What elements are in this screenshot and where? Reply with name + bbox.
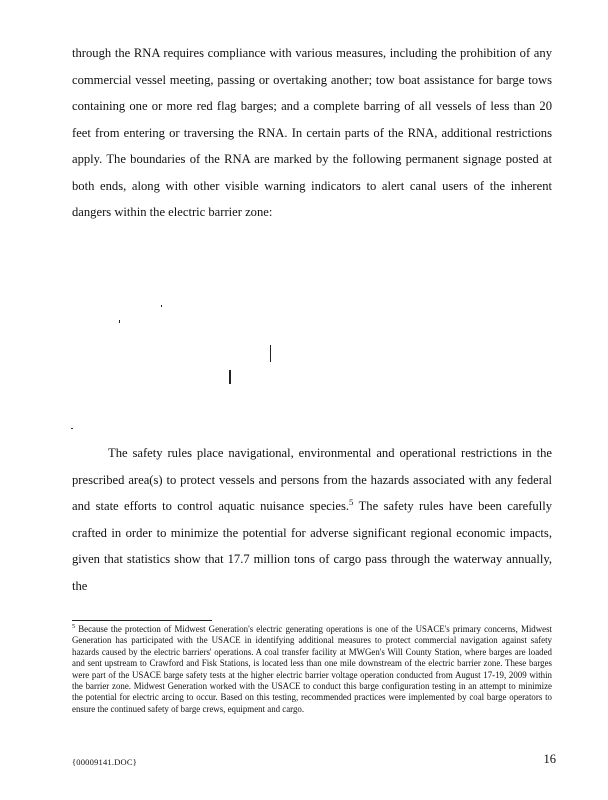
scan-mark <box>161 305 162 307</box>
footnote-reference: 5 <box>349 496 354 507</box>
paragraph-rna-measures: through the RNA requires compliance with various measures, including the prohibition of any commercial vessel meeting, passing or overtaking another; tow boat assistance for barge tows containing one or more red flag barges; and a complete barring of all vessels of less than 20 feet from entering or traversing the RNA. In certain parts of the RNA, additional restrictions apply. The boundaries of the RNA are marked by the following permanent signage posted at both ends, along with other visible warning indicators to alert canal users of the inherent dangers within the electric barrier zone: <box>72 46 552 219</box>
footnote-marker: 5 <box>72 623 76 631</box>
footnote-text: Because the protection of Midwest Generation's electric generating operations is one of the USACE's primary concerns, Midwest Generation has participated with the USACE in identifying additional measures to protect commercial navigation against safety hazards caused by the electric barriers' operations. A coal transfer facility at MWGen's Will County Station, where barges are loaded and sent upstream to Crawford and Fisk Stations, is located less than one mile downstream of the electric barrier zone. These barges were part of the USACE barge safety tests at the higher electric barrier voltage operation conducted from August 17-19, 2009 within the barrier zone. Midwest Generation worked with the USACE to conduct this barge configuration testing in an attempt to minimize the potential for electric arcing to occur. Based on this testing, recommended practices were implemented by coal barge operators to ensure the continued safety of barge crews, equipment and cargo. <box>72 624 553 714</box>
scan-mark <box>229 370 231 384</box>
scan-mark <box>119 320 120 323</box>
paragraph-safety-rules-continued: The safety rules have been carefully crafted in order to minimize the potential for adverse significant regional economic impacts, given that statistics show that 17.7 million tons of cargo pass through the waterway annually, the <box>72 499 552 593</box>
paragraph-safety-rules <box>72 440 552 599</box>
paragraph-safety-rules-text: The safety rules place navigational, environmental and operational restrictions in the prescribed area(s) to protect vessels and persons from the hazards associated with any federal and state efforts to control aquatic nuisance species. <box>72 446 552 513</box>
footnote <box>72 624 552 715</box>
footnote-divider <box>72 620 212 621</box>
document-id: {00009141.DOC} <box>72 757 138 767</box>
scan-mark <box>71 428 73 429</box>
page-number: 16 <box>543 752 556 766</box>
scan-mark <box>270 345 271 362</box>
